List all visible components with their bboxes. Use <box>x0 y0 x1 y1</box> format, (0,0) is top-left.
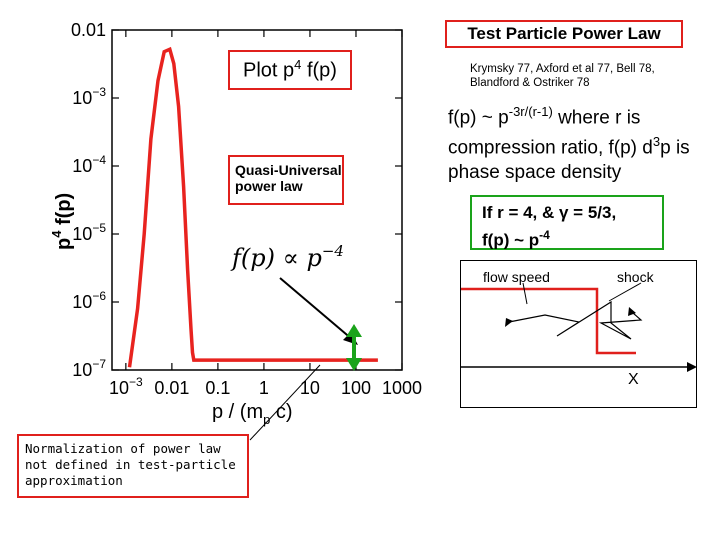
formula-tail: p is phase space density <box>448 137 690 183</box>
x-tick-label: 0.01 <box>154 378 190 398</box>
y-tick-label: $10^{-5}$ <box>72 221 106 244</box>
flow-speed-profile <box>461 289 636 353</box>
references-text: Krymsky 77, Axford et al 77, Bell 78, Blandford & Ostriker 78 <box>470 63 655 89</box>
shock-diagram-svg <box>461 261 698 409</box>
green-arrow-down-head <box>346 358 362 371</box>
formula-exponent: -3r/(r-1) <box>508 104 553 119</box>
y-tick-label: $10^{-4}$ <box>72 153 106 176</box>
x-axis-arrow <box>687 362 697 372</box>
plot-label: Plot $p^4$ f(p) <box>243 57 337 82</box>
x-axis-label: p / ($m_p$ c) <box>212 401 293 427</box>
x-tick-label: 10 <box>299 378 320 398</box>
if-r-line2: f(p) ~ $p^{-4}$ <box>482 228 550 250</box>
shock-label: shock <box>617 269 654 285</box>
y-axis-label: $p^4$ f(p) <box>49 192 75 250</box>
quasi-universal-box <box>228 155 344 205</box>
flow-pointer-line <box>523 283 527 304</box>
x-tick-label: 1 <box>258 378 269 398</box>
pointer-arrow-shaft <box>280 278 353 340</box>
arrowhead-1 <box>505 318 513 327</box>
plot-label-box <box>228 50 352 90</box>
if-r-line1: If r = 4, & γ = 5/3, <box>482 203 617 222</box>
y-tick-label: 0.01 <box>70 20 106 40</box>
power-law-math: $f(p) \propto p^{-4}$ <box>232 242 344 272</box>
x-tick-label: $10^{-3}$ <box>108 375 143 398</box>
flow-speed-label: flow speed <box>483 269 550 285</box>
y-tick-label: $10^{-3}$ <box>72 85 106 108</box>
data-curve <box>130 49 378 367</box>
formula-description <box>448 100 716 185</box>
x-label: X <box>628 371 639 388</box>
formula-exponent-2: 3 <box>652 134 661 150</box>
normalization-note-box <box>17 434 249 498</box>
y-tick-label: $10^{-6}$ <box>72 289 106 312</box>
if-r-box <box>470 195 664 250</box>
slide-title <box>445 20 683 48</box>
slide-title-text: Test Particle Power Law <box>467 24 661 43</box>
shock-pointer-line <box>609 283 641 301</box>
y-tick-label: $10^{-7}$ <box>72 357 106 380</box>
shock-diagram <box>460 260 697 408</box>
formula-rest: where r is compression ratio, f(p) d <box>448 107 653 159</box>
formula-lhs: f(p) ~ p <box>448 107 509 129</box>
x-tick-label: 100 <box>340 378 371 398</box>
x-tick-label: 1000 <box>381 378 423 398</box>
x-tick-label: 0.1 <box>205 378 231 398</box>
green-arrow-up-head <box>346 324 362 337</box>
normalization-note-text: Normalization of power law not defined in test-particle approximation <box>25 441 236 488</box>
quasi-universal-text: Quasi-Universal power law <box>235 162 342 194</box>
particle-path <box>509 302 641 339</box>
